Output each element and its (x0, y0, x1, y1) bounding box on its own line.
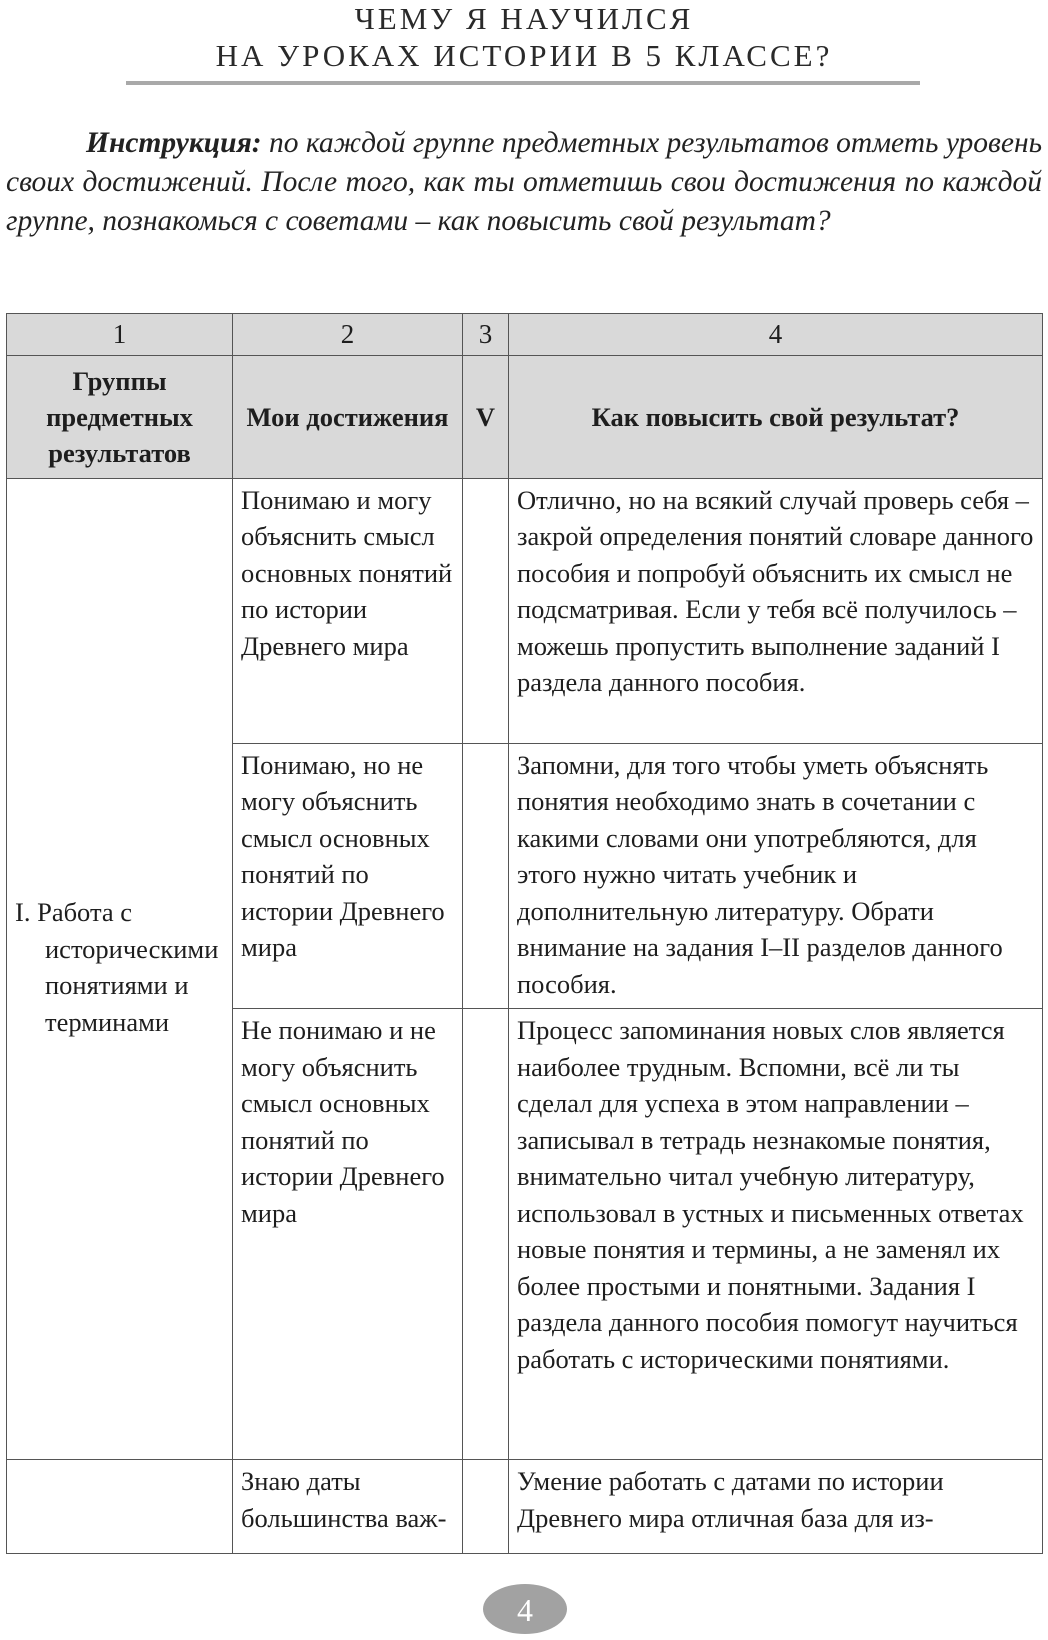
instruction-lead: Инструкция: (86, 127, 262, 159)
table-row (7, 478, 1043, 743)
column-number: 1 (7, 314, 233, 356)
instruction-paragraph (6, 124, 1042, 241)
advice-cell: Запомни, для того чтобы уметь объяснять понятия необходимо знать в сочетании с какими словами они употребляются, для этого нужно читать учебник и дополнительную литературу. Обрати внимание на задания I–II разделов данного пособия. (509, 743, 1043, 1009)
group-label: I. Работа с историческими понятиями и терминами (15, 897, 219, 1037)
group-cell (7, 478, 233, 1460)
achievement-cell: Знаю даты большинства важ- (233, 1460, 463, 1554)
advice-cell: Умение работать с датами по истории Древнего мира отличная база для из- (509, 1460, 1043, 1554)
achievement-cell: Понимаю, но не могу объяснить смысл основных понятий по истории Древнего мира (233, 743, 463, 1009)
check-cell[interactable] (463, 478, 509, 743)
column-number-row (7, 314, 1043, 356)
achievement-cell: Понимаю и могу объяснить смысл основных понятий по истории Древнего мира (233, 478, 463, 743)
group-cell (7, 1460, 233, 1554)
check-cell[interactable] (463, 1460, 509, 1554)
header-groups: Группы предметных результатов (7, 355, 233, 478)
page-title-line-1: ЧЕМУ Я НАУЧИЛСЯ (354, 1, 694, 36)
page-title (0, 0, 1048, 74)
header-row (7, 355, 1043, 478)
header-achievements: Мои достижения (233, 355, 463, 478)
results-table (6, 313, 1043, 1554)
advice-cell: Отлично, но на всякий случай проверь себя – закрой определения понятий словаре данного пособия и попробуй объяснить их смысл не подсматривая. Если у тебя всё получилось – можешь пропустить выполнение заданий I раздела данного пособия. (509, 478, 1043, 743)
page-title-line-2: НА УРОКАХ ИСТОРИИ В 5 КЛАССЕ? (215, 38, 833, 73)
check-cell[interactable] (463, 743, 509, 1009)
column-number: 4 (509, 314, 1043, 356)
check-cell[interactable] (463, 1009, 509, 1460)
column-number: 2 (233, 314, 463, 356)
header-check: V (463, 355, 509, 478)
header-advice: Как повысить свой результат? (509, 355, 1043, 478)
achievement-cell: Не понимаю и не могу объяснить смысл основных понятий по истории Древнего мира (233, 1009, 463, 1460)
advice-cell: Процесс запоминания новых слов является наиболее трудным. Вспомни, всё ли ты сделал для успеха в этом направлении – записывал в тетрадь незнакомые понятия, внимательно читал учебную литературу, использовал в устных и письменных ответах новые понятия и термины, а не заменял их более простыми и понятными. Задания I раздела данного пособия помогут научиться работать с историческими понятиями. (509, 1009, 1043, 1460)
page-number: 4 (483, 1584, 567, 1634)
table-row (7, 1460, 1043, 1554)
column-number: 3 (463, 314, 509, 356)
instruction-text: по каждой группе предметных результатов отметь уровень своих достижений. После того, как ты отметишь свои достижения по каждой группе, познакомься с советами – как повысить свой результат? (6, 127, 1043, 237)
title-divider (126, 81, 920, 85)
